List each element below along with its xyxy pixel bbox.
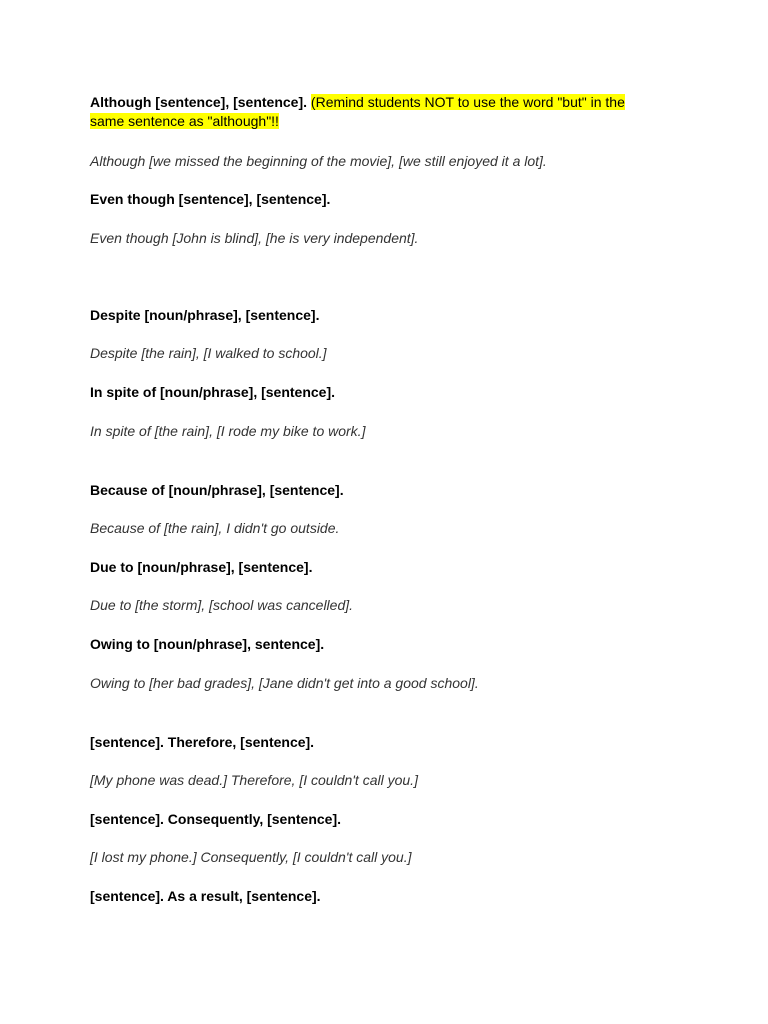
pattern-due-to: Due to [noun/phrase], [sentence]. — [90, 559, 313, 575]
example-owing-to: Owing to [her bad grades], [Jane didn't get into a good school]. — [90, 675, 479, 691]
pattern-line-although — [90, 93, 690, 112]
example-because-of: Because of [the rain], I didn't go outside. — [90, 520, 340, 536]
teacher-note-line2 — [90, 112, 690, 131]
teacher-note-highlight-continued: same sentence as "although"!! — [90, 113, 279, 129]
pattern-even-though: Even though [sentence], [sentence]. — [90, 191, 331, 207]
example-although: Although [we missed the beginning of the movie], [we still enjoyed it a lot]. — [90, 153, 547, 169]
example-consequently: [I lost my phone.] Consequently, [I couldn't call you.] — [90, 849, 412, 865]
pattern-in-spite-of: In spite of [noun/phrase], [sentence]. — [90, 384, 336, 400]
example-even-though: Even though [John is blind], [he is very independent]. — [90, 230, 419, 246]
pattern-as-a-result: [sentence]. As a result, [sentence]. — [90, 888, 321, 904]
pattern-owing-to: Owing to [noun/phrase], sentence]. — [90, 636, 325, 652]
pattern-consequently: [sentence]. Consequently, [sentence]. — [90, 811, 342, 827]
teacher-note-highlight: (Remind students NOT to use the word "but" in the — [310, 94, 625, 110]
example-despite: Despite [the rain], [I walked to school.] — [90, 345, 327, 361]
example-therefore: [My phone was dead.] Therefore, [I couldn't call you.] — [90, 772, 418, 788]
pattern-although: Although [sentence], [sentence]. — [90, 94, 308, 110]
pattern-despite: Despite [noun/phrase], [sentence]. — [90, 307, 320, 323]
pattern-because-of: Because of [noun/phrase], [sentence]. — [90, 482, 344, 498]
example-due-to: Due to [the storm], [school was cancelled]. — [90, 597, 354, 613]
pattern-therefore: [sentence]. Therefore, [sentence]. — [90, 734, 315, 750]
example-in-spite-of: In spite of [the rain], [I rode my bike to work.] — [90, 423, 366, 439]
